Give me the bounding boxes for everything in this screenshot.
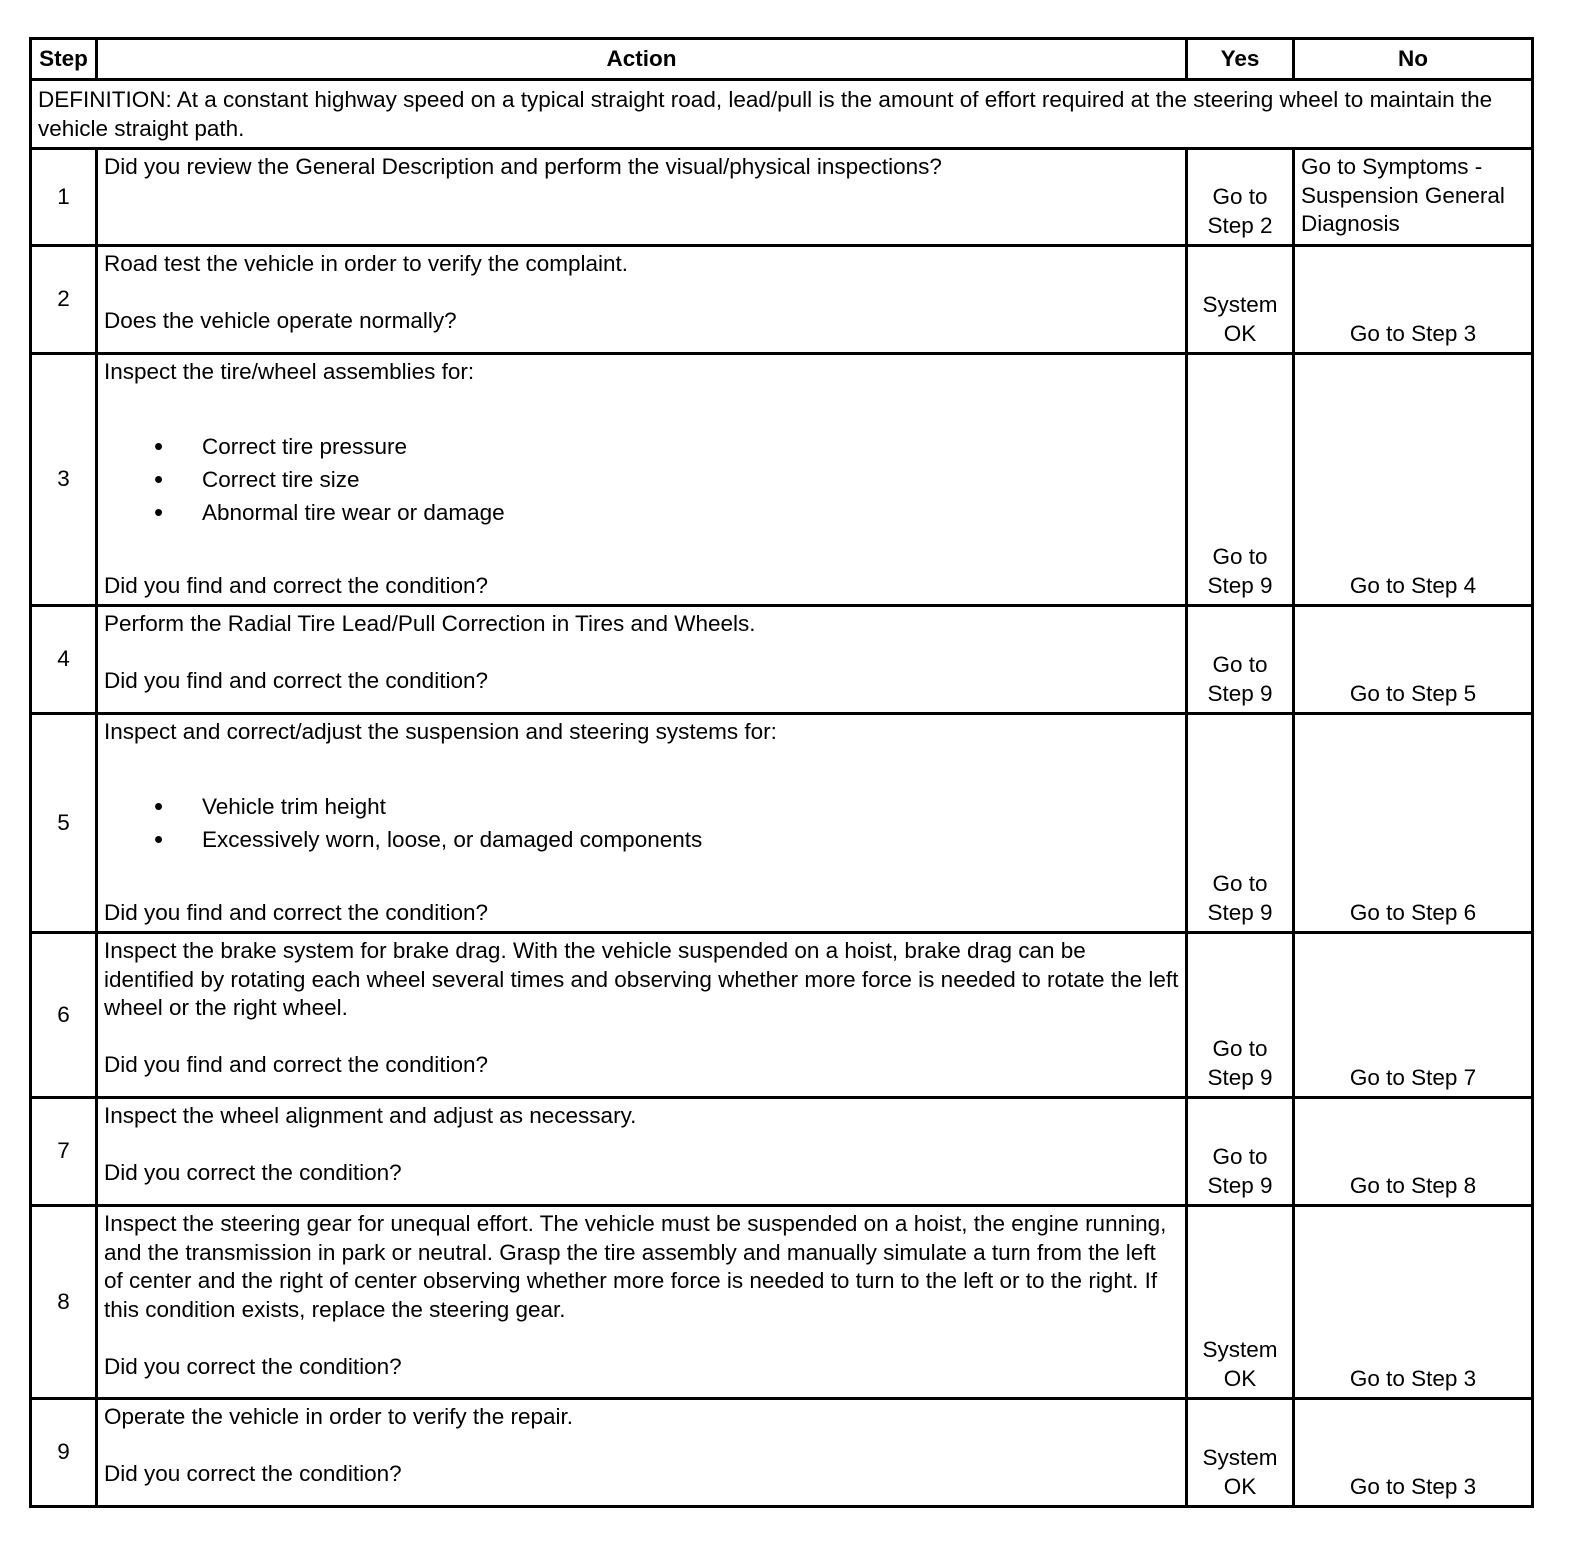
definition-row <box>31 80 1533 149</box>
no-result: Go to Symptoms - Suspension General Diagnosis <box>1294 149 1533 246</box>
action-text: Inspect the wheel alignment and adjust as necessary. <box>104 1103 637 1128</box>
header-yes: Yes <box>1187 39 1294 80</box>
step-number: 4 <box>31 606 97 714</box>
question-text: Did you correct the condition? <box>104 1160 402 1185</box>
no-result: Go to Step 7 <box>1294 933 1533 1098</box>
step-number: 3 <box>31 354 97 606</box>
step-action <box>97 606 1187 714</box>
step-row-6 <box>31 933 1533 1098</box>
header-no: No <box>1294 39 1533 80</box>
action-text: Road test the vehicle in order to verify the complaint. <box>104 251 629 276</box>
bullet-list <box>104 790 1179 856</box>
no-result: Go to Step 3 <box>1294 246 1533 354</box>
question-text: Did you correct the condition? <box>104 1461 402 1486</box>
step-action <box>97 246 1187 354</box>
step-action <box>97 1206 1187 1399</box>
yes-result: Go to Step 9 <box>1187 354 1294 606</box>
no-result: Go to Step 8 <box>1294 1098 1533 1206</box>
step-number: 7 <box>31 1098 97 1206</box>
step-row-3 <box>31 354 1533 606</box>
yes-result: System OK <box>1187 1206 1294 1399</box>
list-item: • Correct tire size <box>104 463 1179 496</box>
question-text: Did you find and correct the condition? <box>104 1052 488 1077</box>
step-number: 6 <box>31 933 97 1098</box>
step-number: 1 <box>31 149 97 246</box>
no-result: Go to Step 3 <box>1294 1206 1533 1399</box>
step-row-7 <box>31 1098 1533 1206</box>
step-action <box>97 354 1187 606</box>
step-number: 9 <box>31 1399 97 1507</box>
list-item: • Abnormal tire wear or damage <box>104 496 1179 529</box>
yes-result: Go to Step 9 <box>1187 1098 1294 1206</box>
yes-result: System OK <box>1187 246 1294 354</box>
question-text: Did you find and correct the condition? <box>104 899 488 925</box>
action-text: Operate the vehicle in order to verify the repair. <box>104 1404 573 1429</box>
action-text: Perform the Radial Tire Lead/Pull Correction in Tires and Wheels. <box>104 611 756 636</box>
step-number: 5 <box>31 714 97 933</box>
list-item: • Correct tire pressure <box>104 430 1179 463</box>
step-number: 8 <box>31 1206 97 1399</box>
action-text: Inspect and correct/adjust the suspension and steering systems for: <box>104 719 777 744</box>
header-step: Step <box>31 39 97 80</box>
step-action <box>97 1098 1187 1206</box>
header-action: Action <box>97 39 1187 80</box>
no-result: Go to Step 5 <box>1294 606 1533 714</box>
step-action <box>97 149 1187 246</box>
yes-result: Go to Step 2 <box>1187 149 1294 246</box>
yes-result: System OK <box>1187 1399 1294 1507</box>
action-text: Inspect the steering gear for unequal effort. The vehicle must be suspended on a hoist, the engine running, and the transmission in park or neutral. Grasp the tire assembly and manually simulate a turn from the left of center and the right of center observing whether more force is needed to turn to the left or to the right. If this condition exists, replace the steering gear. <box>104 1211 1167 1322</box>
no-result: Go to Step 6 <box>1294 714 1533 933</box>
step-action <box>97 933 1187 1098</box>
step-row-1 <box>31 149 1533 246</box>
yes-result: Go to Step 9 <box>1187 933 1294 1098</box>
step-row-2 <box>31 246 1533 354</box>
action-text: Inspect the tire/wheel assemblies for: <box>104 359 475 384</box>
question-text: Does the vehicle operate normally? <box>104 308 457 333</box>
diagnostic-table <box>29 37 1534 1508</box>
action-text: Inspect the brake system for brake drag. With the vehicle suspended on a hoist, brake drag can be identified by rotating each wheel several times and observing whether more force is needed to rotate the left wheel or the right wheel. <box>104 938 1179 1020</box>
step-row-8 <box>31 1206 1533 1399</box>
step-number: 2 <box>31 246 97 354</box>
question-text: Did you find and correct the condition? <box>104 668 488 693</box>
bullet-list <box>104 430 1179 529</box>
action-text: Did you review the General Description and perform the visual/physical inspections? <box>104 154 942 179</box>
step-row-4 <box>31 606 1533 714</box>
step-row-9 <box>31 1399 1533 1507</box>
step-action <box>97 1399 1187 1507</box>
question-text: Did you find and correct the condition? <box>104 572 488 598</box>
definition-text: DEFINITION: At a constant highway speed on a typical straight road, lead/pull is the amount of effort required at the steering wheel to maintain the vehicle straight path. <box>31 80 1533 149</box>
list-item: • Excessively worn, loose, or damaged components <box>104 823 1179 856</box>
no-result: Go to Step 3 <box>1294 1399 1533 1507</box>
question-text: Did you correct the condition? <box>104 1353 402 1379</box>
yes-result: Go to Step 9 <box>1187 714 1294 933</box>
step-action <box>97 714 1187 933</box>
yes-result: Go to Step 9 <box>1187 606 1294 714</box>
list-item: • Vehicle trim height <box>104 790 1179 823</box>
header-row <box>31 39 1533 80</box>
no-result: Go to Step 4 <box>1294 354 1533 606</box>
step-row-5 <box>31 714 1533 933</box>
